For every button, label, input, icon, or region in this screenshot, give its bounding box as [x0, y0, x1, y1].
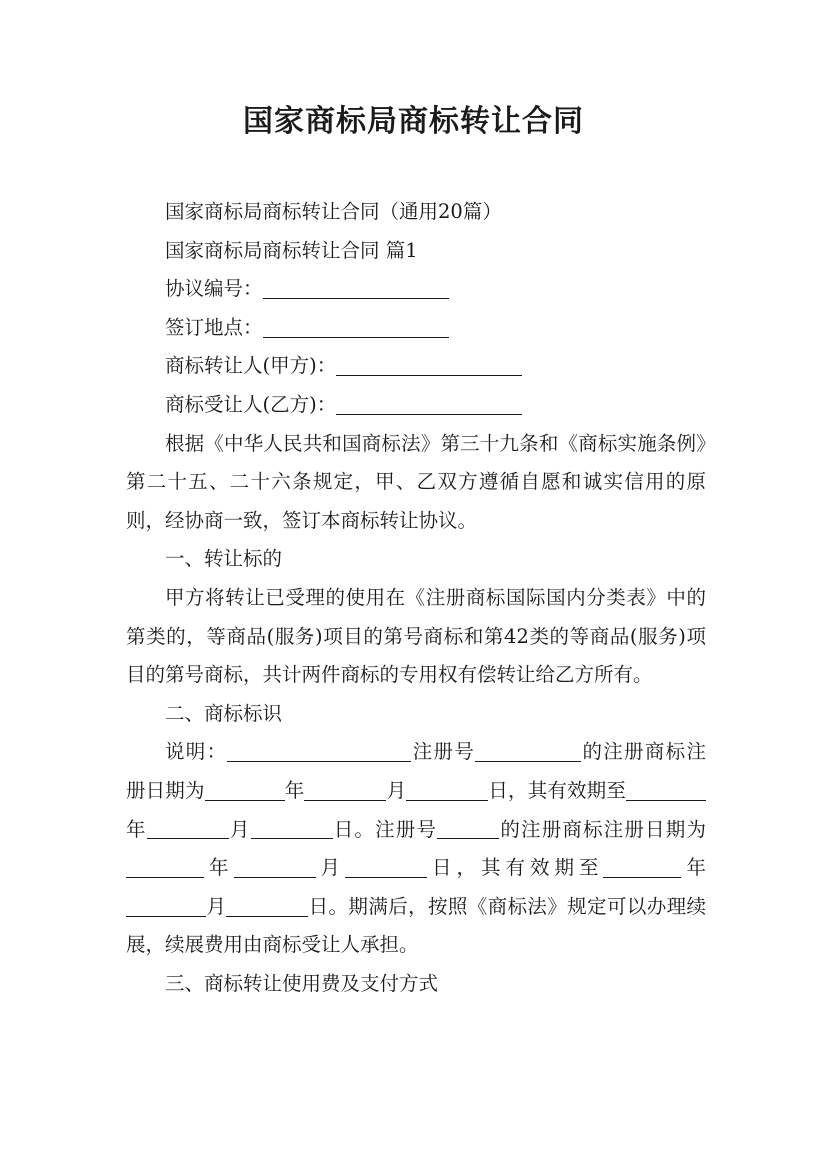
valid-until-label: 日，其有效期至 — [488, 778, 626, 802]
description-blank — [227, 741, 411, 762]
party-a-label: 商标转让人(甲方)： — [165, 354, 337, 378]
sign-place-blank — [263, 316, 449, 337]
reg-year-blank — [205, 779, 285, 800]
section-3-heading: 三、商标转让使用费及支付方式 — [165, 971, 439, 995]
year-label: 年 — [284, 778, 305, 802]
year-label: 年 — [126, 817, 147, 841]
valid-day-blank — [251, 818, 333, 839]
document-title: 国家商标局商标转让合同 — [243, 104, 584, 139]
section-1-paragraph: 甲方将转让已受理的使用在《注册商标国际国内分类表》中的第类的，等商品(服务)项目的第号商标和第42类的等商品(服务)项目的第号商标，共计两件商标的专用权有偿转让给乙方所有。 — [126, 585, 706, 687]
article-title: 国家商标局商标转让合同 篇1 — [165, 238, 418, 262]
section-1-heading: 一、转让标的 — [165, 547, 283, 571]
next-reg-no-label: 日。注册号 — [332, 817, 438, 841]
reg-month-blank — [304, 779, 386, 800]
reg-no-2-blank — [437, 818, 499, 839]
preamble-paragraph: 根据《中华人民共和国商标法》第三十九条和《商标实施条例》第二十五、二十六条规定，甲、乙双方遵循自愿和诚实信用的原则，经协商一致，签订本商标转让协议。 — [126, 431, 706, 532]
reg-day-blank — [406, 779, 488, 800]
month-label: 月 — [386, 778, 407, 802]
document-body — [126, 193, 706, 1003]
reg-date-2-label: 的注册商标注册日期为 — [499, 817, 706, 841]
sign-place-label: 签订地点： — [165, 315, 263, 339]
agreement-number-blank — [263, 278, 449, 299]
party-b-label: 商标受让人(乙方)： — [165, 392, 337, 416]
reg-no-label: 注册号 — [411, 740, 476, 764]
party-a-blank — [336, 355, 522, 376]
party-b-blank — [336, 393, 522, 414]
valid-year-2-blank — [603, 857, 681, 878]
month-label: 月 — [228, 817, 251, 841]
valid-month-2-blank — [126, 895, 206, 916]
section-2-paragraph — [126, 733, 706, 965]
year-label: 年 — [204, 856, 234, 880]
description-label: 说明： — [165, 740, 228, 764]
party-a-line — [126, 347, 706, 386]
year-label: 年 — [681, 856, 706, 880]
month-label: 月 — [206, 894, 227, 918]
agreement-number-line — [126, 270, 706, 309]
reg-month-2-blank — [234, 857, 316, 878]
expiry-renewal-text: 日。期满后，按照《商标法》规定可以办理续展，续展费用由商标受让人承担。 — [126, 894, 706, 957]
collection-title: 国家商标局商标转让合同（通用20篇） — [165, 200, 502, 223]
month-label: 月 — [315, 856, 345, 880]
party-b-line — [126, 386, 706, 425]
reg-date-label: 的注册商标注册日期为 — [126, 740, 706, 802]
valid-day-2-blank — [226, 895, 308, 916]
reg-year-2-blank — [126, 857, 204, 878]
reg-no-blank — [475, 741, 581, 762]
valid-until-label: 日，其有效期至 — [427, 856, 604, 880]
agreement-number-label: 协议编号： — [165, 277, 263, 301]
section-2-heading: 二、商标标识 — [165, 701, 283, 725]
valid-year-blank — [626, 779, 706, 800]
reg-day-2-blank — [345, 857, 427, 878]
sign-place-line — [126, 309, 706, 348]
valid-month-blank — [147, 818, 229, 839]
